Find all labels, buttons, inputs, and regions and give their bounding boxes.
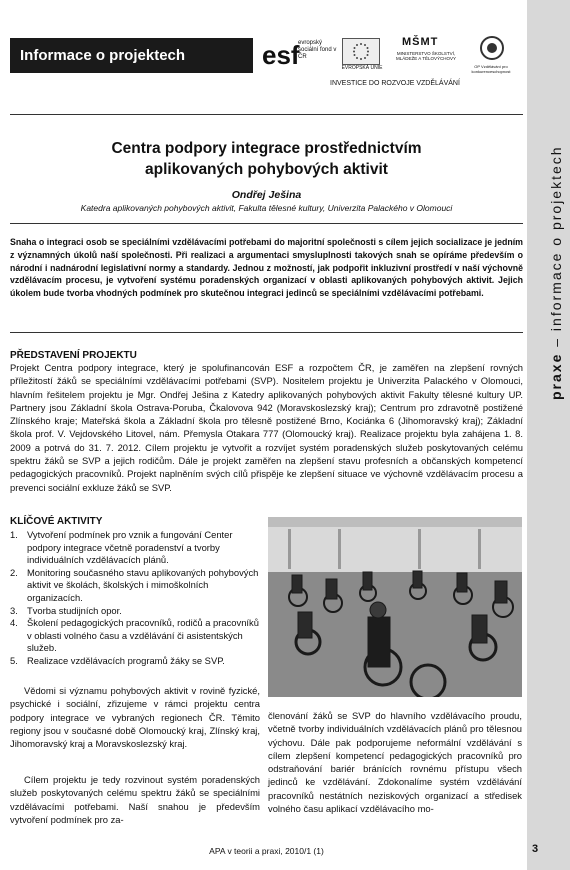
section-text-intro: Projekt Centra podpory integrace, který je spolufinancován ESF a rozpočtem ČR, je zaměřen na zlepšení rovných příležitostí žáků se speciálními vzdělávacími potřebami (SVP). Nositelem projektu je Univerzita Palackého v Olomouci, hlavním řešitelem projektu je Mgr. Ondřej Ješina z Katedry aplikovaných pohybových aktivit Fakulty tělesné kultury UP. Partnery jsou Základní škola Ostrava-Poruba, Čkalovova 942 (Moravskoslezský kraj); Centrum pro zdravotně postižené Zlínského kraje; Mateřská škola a Základní škola pro tělesně postižené Brno, Kociánka 6 (Jihomoravský kraj); Základní škola prof. V. Vejdovského Litovel, nám. Přemysla Otakara 777 (Olomoucký kraj). Realizace projektu byla zahájena 1. 8. 2009 a potrvá do 31. 7. 2012. Cílem projektu je vytvořit a rozvíjet systém poradenských služeb poskytovaných celému spektru žáků se SVP a jejich rodičům. Dále je projekt zaměřen na zlepšení stavu profesních a občanských kompetencí pedagogických pracovníků. Projekt naplněním svých cílů přispěje ke zlepšení situace ve výchovně vzdělávacím procesu a prevenci sociální exkluze žáků se SVP. xyxy=(10,362,523,493)
side-label-rest: – informace o projektech xyxy=(548,145,564,353)
side-tab xyxy=(527,0,570,870)
section-heading-intro: PŘEDSTAVENÍ PROJEKTU xyxy=(10,350,137,361)
paragraph-regions: Vědomi si významu pohybových aktivit v rovině fyzické, psychické i sociální, zřizujeme v rámci projektu centra podpory integrace ve vybraných regionech ČR. Těmito regiony jsou v současné době Olomoucký kraj, Zlínský kraj, Jihomoravský kraj a Moravskoslezský kraj. xyxy=(10,685,260,750)
list-item xyxy=(10,617,260,655)
list-number: 2. xyxy=(10,566,18,578)
paragraph-continuation: členování žáků se SVP do hlavního vzdělávacího proudu, včetně tvorby individuálních vzdělávacích plánů pro tělesnou výchovu. Dále pak podporujeme neformální vzdělávání s cílem zlepšení kompetencí pedagogických pracovníků pro odstraňování bariér bránících rovnému přístupu všech jedinců ke vzdělávání. Zdokonalíme systém vzdělávání pracovníků nestátních neziskových organizací a středisek volného času aplikací vzdělávacího mo- xyxy=(268,710,522,815)
list-number: 5. xyxy=(10,654,18,666)
title-line-2: aplikovaných pohybových aktivit xyxy=(145,161,388,178)
list-item xyxy=(10,605,260,618)
list-text: Monitoring současného stavu aplikovaných pohybových aktivit ve školách, školských i mimoškolních organizacích. xyxy=(27,566,259,603)
list-number: 4. xyxy=(10,617,18,629)
list-text: Školení pedagogických pracovníků, rodičů a pracovníků v oblasti volného času a vzdělávání či asistentských služeb. xyxy=(27,617,259,654)
article-title xyxy=(10,138,523,180)
logo-strip xyxy=(262,34,517,84)
esf-logo: esf xyxy=(262,40,300,70)
op-logo-icon xyxy=(472,34,512,64)
op-logo-text: OP Vzdělávání pro konkurenceschopnost xyxy=(471,64,511,74)
paragraph-goal: Cílem projektu je tedy rozvinout systém poradenských služeb poskytovaných celému spektru žáků se speciálními vzdělávacími potřebami. Naší snahou je především vytvoření podmínek pro za- xyxy=(10,774,260,825)
list-item xyxy=(10,529,260,567)
author: Ondřej Ješina xyxy=(231,189,302,201)
msmt-logo-text: MINISTERSTVO ŠKOLSTVÍ, MLÁDEŽE A TĚLOVÝCHOVY xyxy=(396,51,456,61)
eu-logo-text: EVROPSKÁ UNIE xyxy=(341,65,383,71)
side-label xyxy=(548,145,564,400)
side-label-bold: praxe xyxy=(548,352,564,400)
list-number: 3. xyxy=(10,604,18,616)
investice-slogan: INVESTICE DO ROZVOJE VZDĚLÁVÁNÍ xyxy=(330,80,460,87)
divider-abstract-bottom xyxy=(10,332,523,333)
divider-top xyxy=(10,114,523,115)
list-item xyxy=(10,655,260,668)
divider-abstract-top xyxy=(10,223,523,224)
list-text: Vytvoření podmínek pro vznik a fungování Center podpory integrace včetně poradenství a tvorby individuálních vzdělávacích plánů. xyxy=(27,529,233,566)
list-number: 1. xyxy=(10,529,18,540)
title-line-1: Centra podpory integrace prostřednictvím xyxy=(111,140,422,157)
esf-logo-text: evropský sociální fond v ČR xyxy=(298,40,337,60)
affiliation: Katedra aplikovaných pohybových aktivit, Fakulta tělesné kultury, Univerzita Palackého v Olomouci xyxy=(80,203,453,213)
journal-footer: APA v teorii a praxi, 2010/1 (1) xyxy=(209,846,324,856)
list-text: Tvorba studijních opor. xyxy=(27,604,122,616)
list-item xyxy=(10,567,260,605)
photo-wheelchair-group xyxy=(268,517,522,697)
section-heading-activities: KLÍČOVÉ AKTIVITY xyxy=(10,516,103,527)
activities-list xyxy=(10,529,260,668)
eu-flag-icon xyxy=(342,38,380,65)
section-label: Informace o projektech xyxy=(10,38,253,73)
abstract: Snaha o integraci osob se speciálními vzdělávacími potřebami do majoritní společnosti s cílem jejich socializace je jedním z významných úkolů naší společnosti. Při realizaci a argumentaci smysluplnosti takových snah se opíráme především o národní i nadnárodní legislativní normy a standardy. Jednou z možností, jak podpořit inkluzivní prostředí v naší výchovně vzdělávacím procesu, je vytvoření systému poradenských organizací v oblasti aplikovaných pohybových aktivit. Jejich úkolem bude tvorba vhodných podmínek pro skutečnou integraci jedinců se speciálními vzdělávacími potřebami. xyxy=(10,237,523,299)
msmt-logo: MŠMT xyxy=(402,36,439,48)
page-number: 3 xyxy=(532,843,539,855)
list-text: Realizace vzdělávacích programů žáky se SVP. xyxy=(27,654,225,666)
